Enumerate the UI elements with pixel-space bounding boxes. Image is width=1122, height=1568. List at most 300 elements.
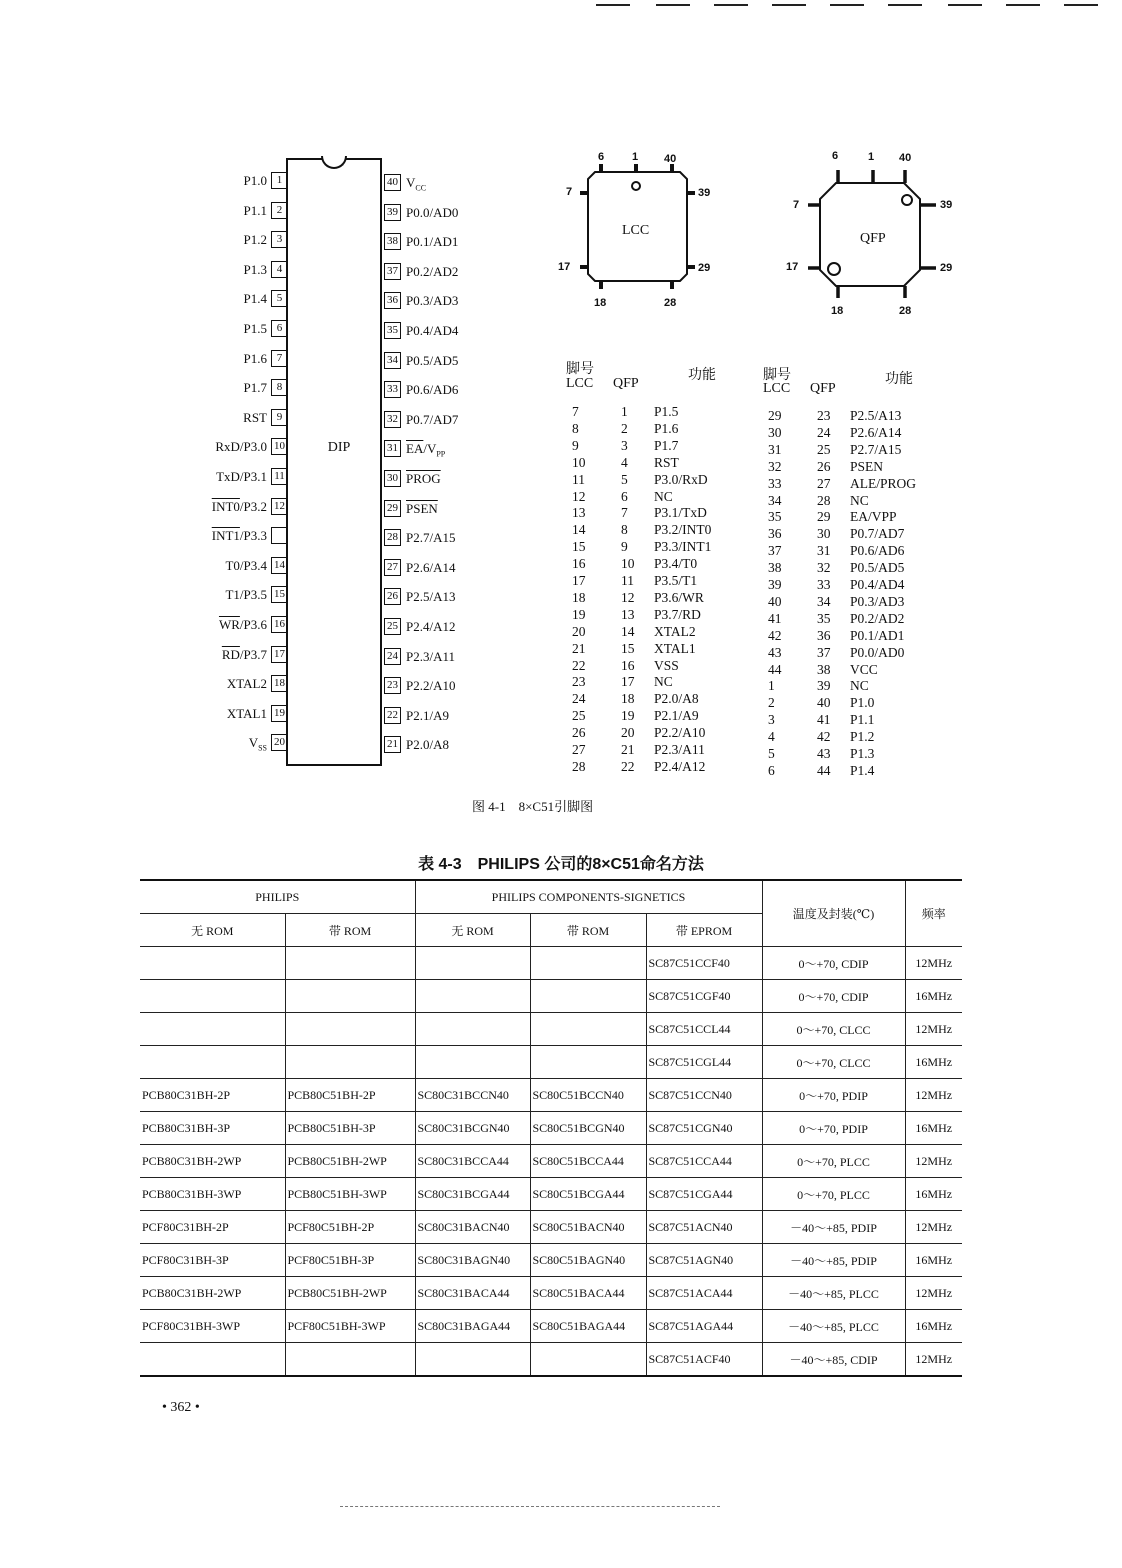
- pin-table-qfp: 39: [817, 678, 831, 694]
- table-cell: SC80C51BACA44: [530, 1277, 646, 1310]
- dip-pin-number: 12: [271, 498, 288, 515]
- pin-table-header-pin-no: 脚号: [763, 368, 791, 383]
- qfp-pin-num: 29: [940, 262, 953, 274]
- pin-table-function: NC: [654, 488, 673, 504]
- table-cell: SC87C51ACF40: [646, 1343, 762, 1377]
- table-cell: SC80C31BCCA44: [415, 1145, 530, 1178]
- dip-pin-name: $\overline{RD}/P3.7$: [221, 646, 267, 662]
- pin-table-lcc: 21: [572, 640, 586, 656]
- dip-pin-number: 31: [384, 440, 401, 457]
- pin-table-function: P1.1: [850, 712, 875, 728]
- table-cell: [415, 980, 530, 1013]
- dip-pin-number: 3: [271, 231, 288, 248]
- pin-table-lcc: 37: [768, 543, 782, 559]
- table-cell: 16MHz: [905, 980, 962, 1013]
- pin-table-function: P2.7/A15: [850, 441, 902, 457]
- dip-pin: [0, 705, 288, 722]
- pin-table-lcc: 13: [572, 505, 586, 521]
- table-cell: 16MHz: [905, 1244, 962, 1277]
- pin-table-qfp: 4: [621, 454, 628, 470]
- table-cell: PCF80C51BH-2P: [285, 1211, 415, 1244]
- lcc-pin-num: 7: [566, 186, 573, 198]
- dip-pin-number: 28: [384, 529, 401, 546]
- dip-pin: [384, 559, 524, 576]
- pin-table-lcc: 11: [572, 471, 585, 487]
- table-cell: －40～+85, CDIP: [762, 1343, 905, 1377]
- table-row: [140, 1178, 962, 1211]
- qfp-pin-num: 28: [899, 305, 912, 317]
- table-cell: [140, 1343, 285, 1377]
- lcc-label: LCC: [622, 223, 650, 238]
- dip-pin-number: 16: [271, 616, 288, 633]
- dip-pin-name: XTAL2: [226, 676, 267, 692]
- dip-pin-name: P0.1/AD1: [406, 234, 459, 250]
- dip-pin-name: PROG: [406, 471, 441, 486]
- pin-table-function: P0.3/AD3: [850, 593, 905, 609]
- dip-pin-number: 26: [384, 588, 401, 605]
- table-title: 表 4-3 PHILIPS 公司的8×C51命名方法: [418, 856, 704, 873]
- table-cell: SC80C51BAGA44: [530, 1310, 646, 1343]
- table-row: [140, 980, 962, 1013]
- lcc-pin-num: 17: [558, 261, 571, 273]
- pin-table-header-function: 功能: [688, 368, 716, 383]
- pin-table-function: P3.1/TxD: [654, 505, 707, 521]
- dip-pin: [0, 261, 288, 278]
- dip-pin: [384, 529, 524, 546]
- table-cell: PCF80C51BH-3WP: [285, 1310, 415, 1343]
- table-cell: PCB80C31BH-2P: [140, 1079, 285, 1112]
- pin-table-lcc: 20: [572, 623, 586, 639]
- table-cell: 12MHz: [905, 1211, 962, 1244]
- subheader: 带 ROM: [530, 914, 646, 947]
- pin-table-qfp: 8: [621, 522, 628, 538]
- pin-table-function: VCC: [850, 661, 878, 677]
- table-cell: 0～+70, PDIP: [762, 1112, 905, 1145]
- table-cell: SC87C51CGN40: [646, 1112, 762, 1145]
- dip-pin-name: P0.2/AD2: [406, 263, 459, 279]
- dip-pin: [0, 675, 288, 692]
- qfp-pin-num: 40: [899, 152, 912, 164]
- dip-pin-name: P0.7/AD7: [406, 411, 459, 427]
- dip-pin-number: 35: [384, 322, 401, 339]
- dip-pin-number: 4: [271, 261, 288, 278]
- edge-mark: [948, 4, 982, 6]
- dip-pin: [0, 557, 288, 574]
- table-cell: [285, 1013, 415, 1046]
- pin-table-function: P2.6/A14: [850, 424, 902, 440]
- qfp-pin-num: 7: [793, 199, 800, 211]
- pin-table-function: P2.4/A12: [654, 758, 706, 774]
- dip-pin-name: P1.4: [243, 291, 267, 307]
- edge-mark: [714, 4, 748, 6]
- pin-table-qfp: 14: [621, 623, 635, 639]
- header-philips: PHILIPS: [140, 880, 415, 914]
- dip-pin: [384, 352, 524, 369]
- dip-pin-name: T0/P3.4: [225, 557, 267, 573]
- pin-table-qfp: 11: [621, 573, 634, 588]
- table-cell: PCF80C31BH-2P: [140, 1211, 285, 1244]
- dip-pin: [0, 379, 288, 396]
- pin-table-header-pin-no: 脚号: [566, 362, 594, 377]
- pin-table-function: NC: [850, 492, 869, 508]
- qfp-marker: [828, 263, 840, 275]
- pin-table-qfp: 28: [817, 492, 831, 508]
- dip-pin-number: 20: [271, 734, 288, 751]
- dip-pin: [384, 618, 524, 635]
- table-cell: 16MHz: [905, 1178, 962, 1211]
- pin-table-function: XTAL1: [654, 640, 696, 656]
- dip-pin: [0, 527, 288, 544]
- table-cell: 0～+70, PLCC: [762, 1178, 905, 1211]
- pin-table-function: P1.4: [850, 762, 875, 778]
- pin-table-function: NC: [850, 678, 869, 694]
- dip-pin: [0, 734, 288, 751]
- table-cell: 16MHz: [905, 1112, 962, 1145]
- qfp-label: QFP: [860, 231, 886, 246]
- pin-table-function: P0.2/AD2: [850, 610, 905, 626]
- table-row: [140, 1079, 962, 1112]
- pin-table-qfp: 6: [621, 488, 628, 504]
- pin-table-qfp: 17: [621, 674, 635, 690]
- table-cell: [415, 1343, 530, 1377]
- pin-table-lcc: 28: [572, 758, 586, 774]
- pin-table-function: EA/VPP: [850, 509, 897, 525]
- table-cell: PCB80C51BH-2WP: [285, 1145, 415, 1178]
- table-cell: SC80C51BAGN40: [530, 1244, 646, 1277]
- pin-table-lcc: 26: [572, 725, 586, 741]
- table-row: [140, 1046, 962, 1079]
- dip-pin-number: 29: [384, 500, 401, 517]
- table-cell: SC87C51ACA44: [646, 1277, 762, 1310]
- pin-table-qfp: 12: [621, 589, 635, 605]
- dip-pin: [0, 231, 288, 248]
- table-row: [140, 947, 962, 980]
- table-row: [140, 1277, 962, 1310]
- table-cell: PCB80C51BH-3WP: [285, 1178, 415, 1211]
- dip-pin-number: [271, 527, 288, 544]
- dip-pin-name: XTAL1: [226, 705, 267, 721]
- pin-table-function: P0.6/AD6: [850, 543, 905, 559]
- table-cell: 16MHz: [905, 1046, 962, 1079]
- subheader: 无 ROM: [415, 914, 530, 947]
- table-cell: －40～+85, PDIP: [762, 1211, 905, 1244]
- pin-table-qfp: 23: [817, 408, 831, 423]
- dip-body: [286, 158, 382, 766]
- pin-table-lcc: 14: [572, 522, 586, 538]
- naming-table: [140, 879, 962, 1377]
- dip-pin: [384, 263, 524, 280]
- dip-pin: [384, 648, 524, 665]
- dip-pin: [0, 409, 288, 426]
- edge-mark: [830, 4, 864, 6]
- table-cell: －40～+85, PLCC: [762, 1277, 905, 1310]
- table-cell: 0～+70, CDIP: [762, 947, 905, 980]
- pin-table-lcc: 38: [768, 560, 782, 576]
- pin-table-lcc: 8: [572, 420, 579, 436]
- dip-pin: [384, 707, 524, 724]
- table-cell: SC80C31BAGA44: [415, 1310, 530, 1343]
- dip-pin-number: 25: [384, 618, 401, 635]
- table-row: [140, 1343, 962, 1377]
- dip-pin-name: P2.5/A13: [406, 589, 456, 605]
- dip-pin-name: P2.7/A15: [406, 530, 456, 546]
- dip-pin-number: 6: [271, 320, 288, 337]
- dip-pin-number: 9: [271, 409, 288, 426]
- dip-pin-name: PSEN: [406, 500, 438, 516]
- table-cell: SC87C51CCN40: [646, 1079, 762, 1112]
- pin-table-function: P3.6/WR: [654, 589, 704, 605]
- dip-pin: [384, 470, 524, 487]
- pin-table-lcc: 25: [572, 708, 586, 724]
- edge-mark: [656, 4, 690, 6]
- table-cell: SC80C31BAGN40: [415, 1244, 530, 1277]
- pin-table-lcc: 23: [572, 674, 586, 690]
- table-cell: 12MHz: [905, 1079, 962, 1112]
- table-row: [140, 1244, 962, 1277]
- table-cell: －40～+85, PDIP: [762, 1244, 905, 1277]
- pin-table-function: P1.0: [850, 695, 875, 711]
- dip-pin-name: $V_{CC}$: [406, 175, 427, 193]
- pin-table-function: XTAL2: [654, 623, 696, 639]
- dip-pin-name: $\overline{WR}/P3.6$: [218, 617, 267, 632]
- dip-pin-name: P0.6/AD6: [406, 382, 459, 398]
- table-cell: 0～+70, PDIP: [762, 1079, 905, 1112]
- dip-pin-name: RxD/P3.0: [215, 439, 267, 455]
- table-cell: PCB80C51BH-3P: [285, 1112, 415, 1145]
- dip-pin-number: 5: [271, 290, 288, 307]
- pin-table-function: VSS: [654, 657, 679, 673]
- pin-table-lcc: 36: [768, 526, 782, 542]
- lcc-pin-num: 18: [594, 297, 607, 309]
- pin-table-lcc: 40: [768, 593, 782, 609]
- table-cell: 0～+70, CDIP: [762, 980, 905, 1013]
- pin-table-lcc: 6: [768, 762, 775, 778]
- dip-pin-number: 27: [384, 559, 401, 576]
- pin-table-lcc: 16: [572, 556, 586, 572]
- dip-pin-number: 10: [271, 438, 288, 455]
- pin-table-qfp: 13: [621, 606, 635, 622]
- pin-table-function: P0.5/AD5: [850, 560, 905, 576]
- table-cell: SC80C51BCCA44: [530, 1145, 646, 1178]
- dip-pin-number: 32: [384, 411, 401, 428]
- pin-table-qfp: 33: [817, 577, 831, 592]
- table-cell: [530, 1013, 646, 1046]
- table-cell: SC80C51BCGA44: [530, 1178, 646, 1211]
- pin-table-lcc: 44: [768, 661, 782, 677]
- pin-table-qfp: 35: [817, 610, 831, 626]
- pin-table-qfp: 31: [817, 543, 831, 559]
- pin-table-lcc: 32: [768, 458, 782, 474]
- pin-table-header-qfp: QFP: [613, 376, 639, 391]
- dip-pin-name: $V_{SS}$: [248, 735, 267, 753]
- table-cell: SC80C31BCGA44: [415, 1178, 530, 1211]
- table-cell: －40～+85, PLCC: [762, 1310, 905, 1343]
- table-cell: PCB80C31BH-3P: [140, 1112, 285, 1145]
- dip-pin-name: P2.6/A14: [406, 559, 456, 575]
- pin-table-function: ALE/PROG: [850, 475, 917, 491]
- dip-pin: [0, 350, 288, 367]
- pin-table-lcc: 12: [572, 488, 586, 504]
- dip-pin-number: 30: [384, 470, 401, 487]
- pin-table-function: NC: [654, 674, 673, 690]
- table-cell: [285, 1046, 415, 1079]
- dip-pin-name: RST: [243, 409, 267, 425]
- dip-pin: [384, 174, 524, 191]
- table-cell: SC80C31BACA44: [415, 1277, 530, 1310]
- pin-table-qfp: 40: [817, 695, 831, 711]
- dip-pin-number: 22: [384, 707, 401, 724]
- pin-table-qfp: 26: [817, 458, 831, 474]
- dip-pin-number: 19: [271, 705, 288, 722]
- table-cell: [285, 947, 415, 980]
- pin-table-qfp: 10: [621, 556, 635, 572]
- lcc-pin-num: 29: [698, 262, 711, 274]
- pin-table-lcc: 33: [768, 475, 782, 491]
- dip-pin: [384, 204, 524, 221]
- footer-dots: [340, 1506, 720, 1507]
- pin-table-function: P3.7/RD: [654, 606, 701, 622]
- pin-table-function: P2.1/A9: [654, 708, 699, 724]
- pin-table-qfp: 5: [621, 471, 628, 487]
- pin-table-qfp: 37: [817, 644, 831, 660]
- pin-table-function: P3.5/T1: [654, 573, 698, 588]
- pin-table-function: P1.6: [654, 420, 679, 436]
- qfp-pin-num: 1: [868, 151, 875, 163]
- table-cell: 0～+70, CLCC: [762, 1046, 905, 1079]
- subheader: 带 EPROM: [646, 914, 762, 947]
- table-cell: SC87C51CCL44: [646, 1013, 762, 1046]
- dip-pin-number: 36: [384, 292, 401, 309]
- dip-pin-name: P1.0: [243, 173, 267, 188]
- pin-table-qfp: 24: [817, 424, 831, 440]
- pin-table-function: P0.1/AD1: [850, 627, 905, 643]
- table-cell: [415, 947, 530, 980]
- dip-pin-name: P0.3/AD3: [406, 293, 459, 309]
- pin-table-qfp: 20: [621, 725, 635, 741]
- lcc-pin-num: 28: [664, 297, 677, 309]
- dip-pin: [384, 736, 524, 753]
- dip-pin-name: P1.2: [243, 232, 267, 248]
- dip-pin-name: P1.5: [243, 321, 267, 336]
- table-cell: 12MHz: [905, 1277, 962, 1310]
- dip-pin: [0, 646, 288, 663]
- table-cell: PCB80C51BH-2WP: [285, 1277, 415, 1310]
- pin-table-lcc: 24: [572, 691, 586, 707]
- dip-pin-name: P1.3: [243, 261, 267, 277]
- pin-table-lcc: 42: [768, 627, 782, 643]
- pin-table-function: P1.2: [850, 729, 875, 745]
- pin-table-qfp: 34: [817, 593, 831, 609]
- pin-table-lcc: 7: [572, 404, 579, 419]
- dip-pin: [0, 498, 288, 515]
- header-signetics: PHILIPS COMPONENTS-SIGNETICS: [415, 880, 762, 914]
- pin-table-qfp: 25: [817, 441, 831, 457]
- lcc-pin-num: 39: [698, 187, 711, 199]
- table-cell: 12MHz: [905, 1343, 962, 1377]
- pin-table-lcc: 18: [572, 589, 586, 605]
- edge-mark: [772, 4, 806, 6]
- pin-table-lcc: 9: [572, 437, 579, 453]
- pin-table-lcc: 43: [768, 644, 782, 660]
- pin-table-function: PSEN: [850, 458, 884, 474]
- pin-table-header-lcc: LCC: [763, 381, 791, 396]
- pin-table-qfp: 42: [817, 729, 831, 745]
- dip-pin-name: P1.1: [243, 202, 267, 218]
- pin-table-qfp: 9: [621, 539, 628, 555]
- dip-pin: [384, 411, 524, 428]
- pin-table-function: P2.0/A8: [654, 691, 699, 707]
- dip-pin-number: 24: [384, 648, 401, 665]
- dip-pin-name: P2.0/A8: [406, 737, 449, 753]
- table-cell: 12MHz: [905, 1013, 962, 1046]
- table-cell: PCF80C31BH-3WP: [140, 1310, 285, 1343]
- dip-pin-number: 21: [384, 736, 401, 753]
- table-cell: [530, 1343, 646, 1377]
- dip-pin-name: P2.2/A10: [406, 678, 456, 694]
- table-cell: [415, 1046, 530, 1079]
- pin-table-qfp: 36: [817, 627, 831, 643]
- pin-table-function: P3.4/T0: [654, 556, 698, 572]
- table-cell: SC80C51BACN40: [530, 1211, 646, 1244]
- table-cell: SC87C51CGL44: [646, 1046, 762, 1079]
- dip-pin: [384, 588, 524, 605]
- pin-table-lcc: 19: [572, 606, 586, 622]
- dip-pin-number: 14: [271, 557, 288, 574]
- dip-pin: [0, 290, 288, 307]
- table-cell: 12MHz: [905, 1145, 962, 1178]
- pin-table-header-function: 功能: [885, 372, 913, 387]
- pin-table-lcc: 22: [572, 657, 586, 673]
- dip-pin: [0, 320, 288, 337]
- dip-pin-number: 34: [384, 352, 401, 369]
- qfp-pin-num: 39: [940, 199, 953, 211]
- table-cell: SC87C51AGA44: [646, 1310, 762, 1343]
- page-number: • 362 •: [162, 1400, 200, 1415]
- dip-pin-number: 7: [271, 350, 288, 367]
- dip-pin-name: TxD/P3.1: [216, 469, 267, 484]
- dip-pin-name: INT0/P3.2: [211, 498, 267, 514]
- pin-table-lcc: 17: [572, 573, 586, 588]
- dip-pin-name: P2.1/A9: [406, 707, 449, 723]
- dip-pin-name: P0.4/AD4: [406, 323, 459, 338]
- dip-pin: [384, 292, 524, 309]
- edge-mark: [888, 4, 922, 6]
- pin-table-lcc: 10: [572, 454, 586, 470]
- dip-pin-name: P1.7: [243, 380, 267, 396]
- edge-mark: [1064, 4, 1098, 6]
- pin-table-qfp: 22: [621, 758, 635, 774]
- pin-table-function: P1.3: [850, 746, 875, 761]
- pin-table-qfp: 41: [817, 712, 831, 728]
- table-cell: SC87C51CGF40: [646, 980, 762, 1013]
- table-cell: SC87C51CCF40: [646, 947, 762, 980]
- pin-table-qfp: 38: [817, 661, 831, 677]
- table-cell: 16MHz: [905, 1310, 962, 1343]
- table-cell: [285, 980, 415, 1013]
- dip-pin-number: 37: [384, 263, 401, 280]
- dip-pin: [384, 677, 524, 694]
- table-cell: [530, 980, 646, 1013]
- pin-table-function: P1.5: [654, 404, 679, 419]
- table-cell: PCB80C31BH-3WP: [140, 1178, 285, 1211]
- edge-mark: [1006, 4, 1040, 6]
- pin-table-lcc: 5: [768, 746, 775, 761]
- dip-pin: [0, 468, 288, 485]
- table-cell: 12MHz: [905, 947, 962, 980]
- dip-pin-number: 8: [271, 379, 288, 396]
- subheader: 带 ROM: [285, 914, 415, 947]
- dip-pin-number: 2: [271, 202, 288, 219]
